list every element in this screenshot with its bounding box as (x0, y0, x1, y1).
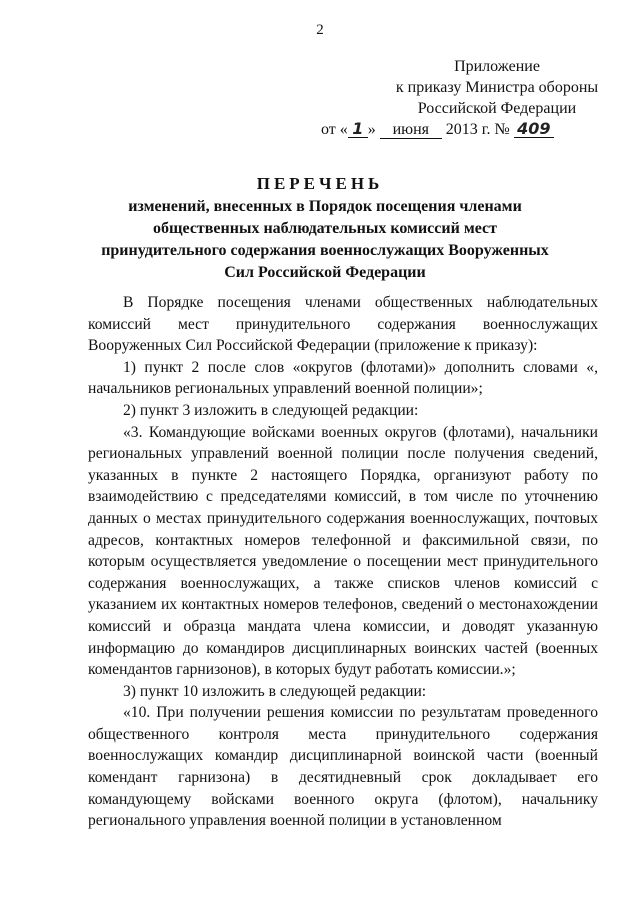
appendix-label: Приложение (454, 58, 540, 75)
paragraph: «10. При получении решения комиссии по результатам проведенного общественного контроля места принудительного содержания военнослужащих командир дисциплинарной воинской части (военный комендант гарнизона) в десятидневный срок докладывает его командующему войсками военного округа (флотом), начальнику регионального управления военной полиции в установленном (88, 704, 598, 830)
appendix-block (321, 56, 622, 140)
date-day: 1 (348, 121, 368, 138)
appendix-date-line (321, 119, 571, 140)
date-year: 2013 г. № (445, 121, 510, 138)
document-subtitle: изменений, внесенных в Порядок посещения членами общественных наблюдательных комиссий мест принудительного содержания военнослужащих Вооруженных Сил Российской Федерации (101, 198, 549, 281)
appendix-order-ref: к приказу Министра обороны (395, 79, 599, 96)
order-number: 409 (514, 121, 554, 138)
document-title: ПЕРЕЧЕНЬ (256, 174, 384, 193)
date-prefix: от « (321, 121, 348, 138)
paragraph: 3) пункт 10 изложить в следующей редакции: (123, 682, 427, 700)
page-number: 2 (316, 22, 324, 38)
date-mid: » (367, 121, 376, 138)
appendix-federation: Российской Федерации (417, 100, 577, 117)
date-month: июня (380, 122, 442, 139)
paragraph: 1) пункт 2 после слов «округов (флотами)» дополнить словами «, начальников региональных управлений военной полиции»; (88, 358, 598, 398)
paragraph: «3. Командующие войсками военных округов (флотами), начальники региональных управлений военной полиции после получения сведений, указанных в пункте 2 настоящего Порядка, организуют работу по взаимодействию с председателями комиссий, в том числе по уточнению данных о местах принудительного содержания военнослужащих, почтовых адресов, контактных номеров телефонной и факсимильной связи, по которым осуществляется уведомление о посещении мест принудительного содержания военнослужащих, а также списков членов комиссий с указанием их контактных номеров телефонов, сведений о местонахождении комиссий и образца мандата члена комиссии, и доводят указанную информацию до командиров дисциплинарных воинских частей (военных комендантов гарнизонов), в которых будут работать комиссии.»; (88, 423, 598, 679)
paragraph: 2) пункт 3 изложить в следующей редакции: (123, 401, 419, 419)
paragraph: В Порядке посещения членами общественных наблюдательных комиссий мест принудительного содержания военнослужащих Вооруженных Сил Российской Федерации (приложение к приказу): (88, 294, 598, 355)
document-body (88, 292, 598, 832)
